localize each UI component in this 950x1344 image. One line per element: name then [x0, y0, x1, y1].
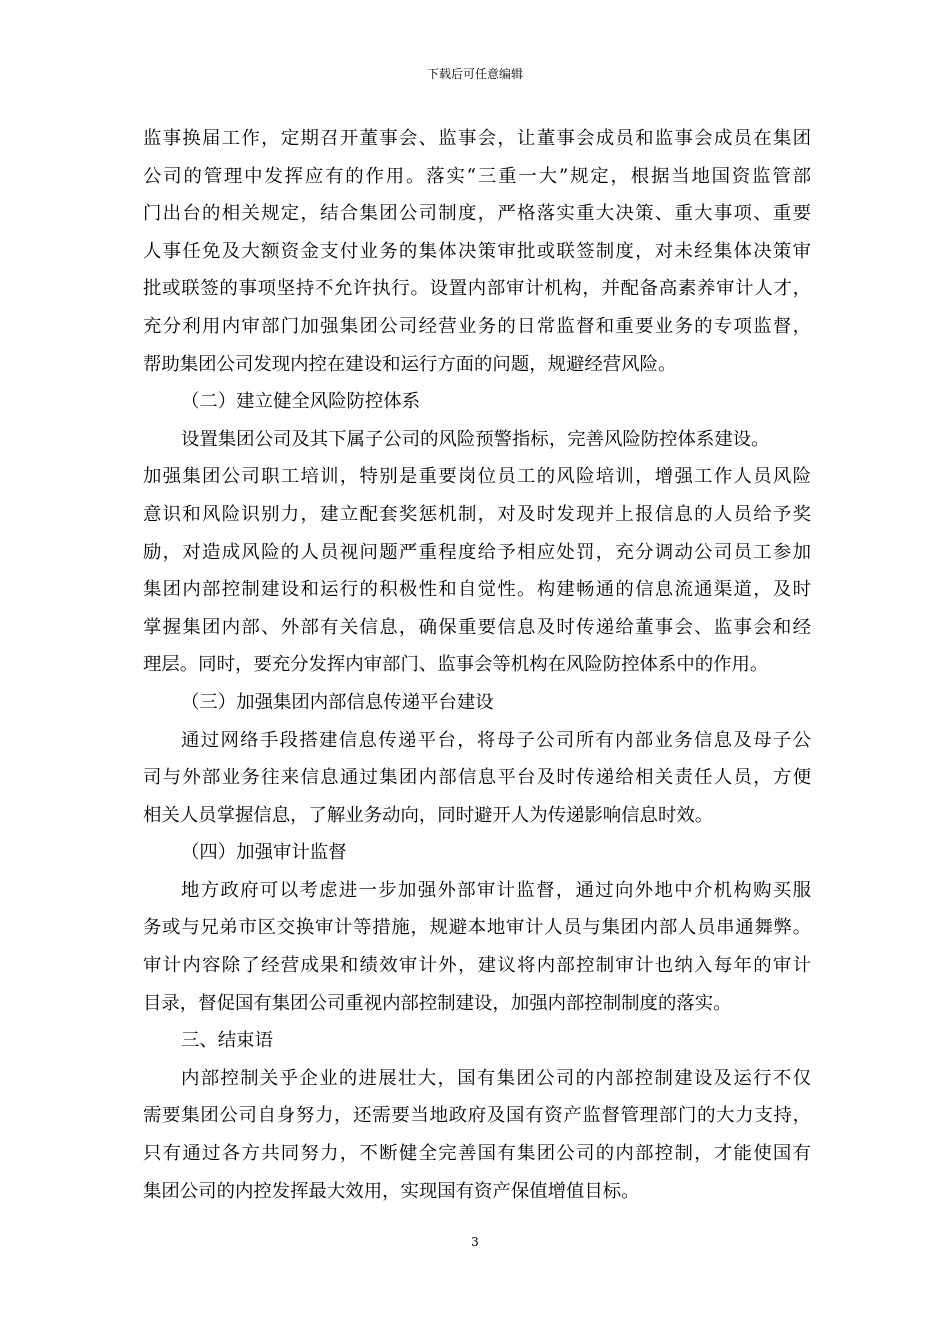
page-header: 下载后可任意编辑	[426, 67, 523, 81]
text-line: 只有通过各方共同努力，不断健全完善国有集团公司的内部控制，才能使国有	[143, 1143, 811, 1165]
text-line: 公司的管理中发挥应有的作用。落实“三重一大”规定，根据当地国资监管部	[143, 165, 811, 187]
text-line: 目录，督促国有集团公司重视内部控制建设，加强内部控制制度的落实。	[143, 992, 732, 1014]
text-line: 相关人员掌握信息，了解业务动向，同时避开人为传递影响信息时效。	[143, 804, 714, 826]
text-line: 门出台的相关规定，结合集团公司制度，严格落实重大决策、重大事项、重要	[143, 203, 811, 225]
text-line: 内部控制关乎企业的进展壮大，国有集团公司的内部控制建设及运行不仅	[181, 1067, 811, 1089]
text-line: 人事任免及大额资金支付业务的集体决策审批或联签制度，对未经集体决策审	[143, 240, 811, 262]
text-line: 意识和风险识别力，建立配套奖惩机制，对及时发现并上报信息的人员给予奖	[143, 503, 811, 525]
text-line: 地方政府可以考虑进一步加强外部审计监督，通过向外地中介机构购买服	[181, 879, 811, 901]
text-line: 集团公司的内控发挥最大效用，实现国有资产保值增值目标。	[143, 1180, 640, 1202]
text-line: （三）加强集团内部信息传递平台建设	[181, 691, 494, 713]
text-line: 帮助集团公司发现内控在建设和运行方面的问题，规避经营风险。	[143, 353, 677, 375]
text-line: 审计内容除了经营成果和绩效审计外，建议将内部控制审计也纳入每年的审计	[143, 955, 811, 977]
text-line: 需要集团公司自身努力，还需要当地政府及国有资产监督管理部门的大力支持，	[143, 1105, 811, 1127]
text-line: 理层。同时，要充分发挥内审部门、监事会等机构在风险防控体系中的作用。	[143, 654, 769, 676]
text-line: 充分利用内审部门加强集团公司经营业务的日常监督和重要业务的专项监督，	[143, 315, 811, 337]
text-line: 加强集团公司职工培训，特别是重要岗位员工的风险培训，增强工作人员风险	[143, 466, 811, 488]
text-line: （二）建立健全风险防控体系	[181, 391, 421, 413]
text-line: 务或与兄弟市区交换审计等措施，规避本地审计人员与集团内部人员串通舞弊。	[143, 917, 811, 939]
page-number: 3	[471, 1235, 479, 1249]
text-line: 集团内部控制建设和运行的积极性和自觉性。构建畅通的信息流通渠道，及时	[143, 579, 811, 601]
text-line: 励，对造成风险的人员视问题严重程度给予相应处罚，充分调动公司员工参加	[143, 541, 811, 563]
text-line: 掌握集团内部、外部有关信息，确保重要信息及时传递给董事会、监事会和经	[143, 616, 811, 638]
text-line: 三、结束语	[181, 1030, 273, 1052]
text-line: 批或联签的事项坚持不允许执行。设置内部审计机构，并配备高素养审计人才，	[143, 278, 811, 300]
text-line: 设置集团公司及其下属子公司的风险预警指标，完善风险防控体系建设。	[181, 428, 770, 450]
text-line: 通过网络手段搭建信息传递平台，将母子公司所有内部业务信息及母子公	[181, 729, 811, 751]
text-line: （四）加强审计监督	[181, 842, 347, 864]
text-line: 监事换届工作，定期召开董事会、监事会，让董事会成员和监事会成员在集团	[143, 128, 811, 149]
document-body	[143, 120, 811, 1210]
text-line: 司与外部业务往来信息通过集团内部信息平台及时传递给相关责任人员，方便	[143, 767, 811, 789]
